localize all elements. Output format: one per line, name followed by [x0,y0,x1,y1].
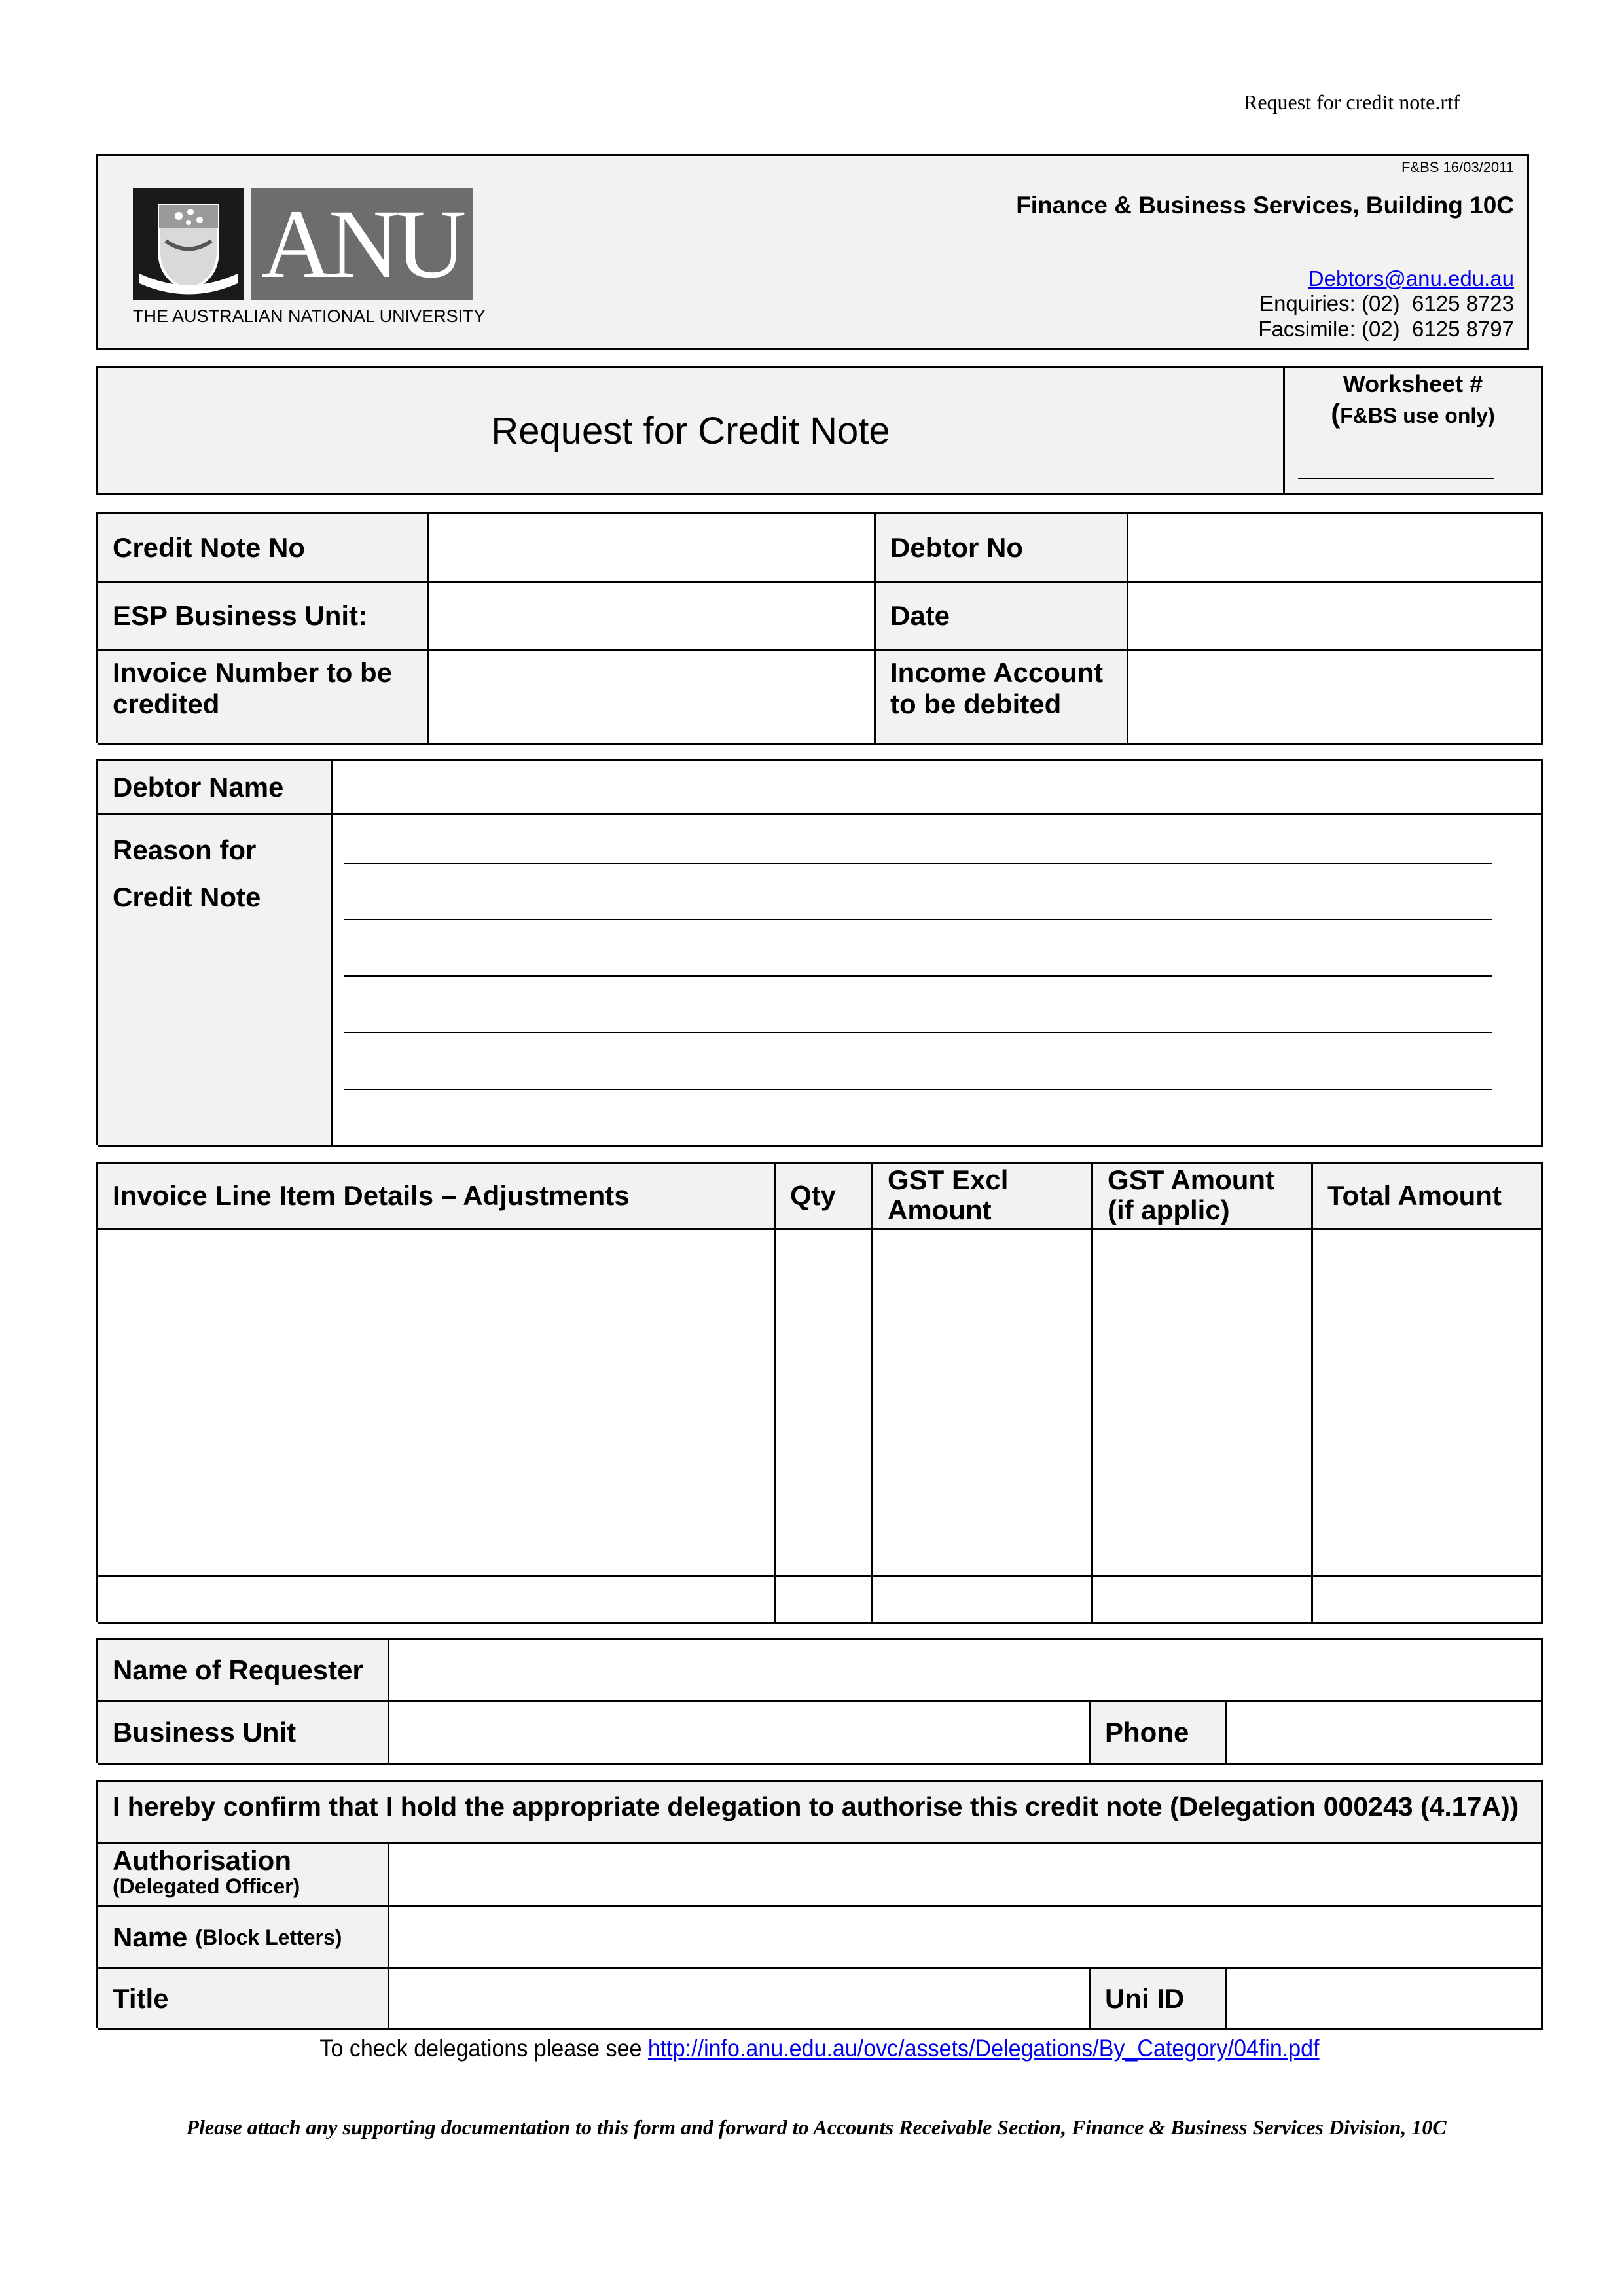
authorisation-text: Authorisation [113,1845,291,1876]
delegations-check-line [154,2035,1485,2062]
enquiries-line [1259,291,1514,316]
worksheet-paren: ( [1331,398,1341,429]
debtor-no-text: Debtor No [890,532,1023,563]
file-name: Request for credit note.rtf [1244,90,1460,114]
phone-text: Phone [1105,1717,1189,1748]
invoice-number-label [98,651,429,745]
name-field[interactable] [389,1907,1543,1969]
gst-amount-line1: GST Amount [1108,1164,1275,1195]
anu-logo [133,188,486,326]
form-title [98,368,1283,493]
debtor-name-label [98,761,333,815]
name-label [98,1907,389,1969]
department-name: Finance & Business Services, Building 10C [1016,192,1514,219]
name-of-requester-text: Name of Requester [113,1654,363,1685]
fax-value: (02) 6125 8797 [1361,317,1514,341]
col-header-qty-text: Qty [790,1180,837,1211]
phone-field[interactable] [1227,1702,1543,1765]
title-field[interactable] [389,1969,1091,2030]
invoice-number-line1: Invoice Number to be [113,657,393,688]
debtor-no-field[interactable] [1128,514,1543,583]
credit-note-no-text: Credit Note No [113,532,305,563]
delegated-officer-text: (Delegated Officer) [113,1874,300,1898]
esp-business-unit-label [98,583,429,651]
worksheet-note-text: F&BS use only) [1340,404,1495,427]
esp-business-unit-text: ESP Business Unit: [113,600,367,631]
credit-note-no-field[interactable] [429,514,876,583]
delegation-confirmation [98,1782,1543,1844]
reason-writing-line [344,1089,1492,1090]
col-header-total [1313,1164,1543,1230]
worksheet-number-field[interactable] [1298,478,1494,479]
date-text: Date [890,600,950,631]
debtor-no-label [876,514,1128,583]
col-header-gst-amount [1093,1164,1313,1230]
email-link[interactable]: Debtors@anu.edu.au [1308,266,1514,291]
form-title-text: Request for Credit Note [491,409,890,452]
anu-crest-icon [133,188,244,300]
requester-table [96,1638,1543,1763]
date-field[interactable] [1128,583,1543,651]
form-version: F&BS 16/03/2011 [1401,159,1514,175]
debtor-name-text: Debtor Name [113,771,284,802]
fax-line [1258,317,1514,342]
invoice-number-field[interactable] [429,651,876,745]
title-box [96,366,1543,495]
name-text: Name [113,1921,188,1952]
credit-note-no-label [98,514,429,583]
gst-excl-field[interactable] [873,1230,1093,1577]
income-account-line2: to be debited [890,689,1062,719]
col-header-gst-excl [873,1164,1093,1230]
delegation-confirmation-text: I hereby confirm that I hold the appropriate delegation to authorise this credit note (Delegation 000243 (4.17A)) [113,1791,1519,1821]
col-header-qty [776,1164,873,1230]
invoice-number-line2: credited [113,689,220,719]
business-unit-label [98,1702,389,1765]
name-of-requester-label [98,1640,389,1702]
reason-writing-line [344,919,1492,920]
reason-writing-line [344,863,1492,864]
gst-amount-field[interactable] [1093,1230,1313,1577]
title-text: Title [113,1982,169,2014]
date-label [876,583,1128,651]
esp-business-unit-field[interactable] [429,583,876,651]
business-unit-field[interactable] [389,1702,1091,1765]
logo-word: ANU [261,190,463,298]
grand-total-field[interactable] [1313,1577,1543,1624]
uni-id-field[interactable] [1227,1969,1543,2030]
col-header-details-text: Invoice Line Item Details – Adjustments [113,1180,630,1211]
footer-note: Please attach any supporting documentation to this form and forward to Accounts Receivable Section, Finance & Business Services Division, 10C [186,2115,1447,2139]
logo-wordmark [251,188,473,300]
details-total-field[interactable] [98,1577,776,1624]
title-label [98,1969,389,2030]
reason-line2: Credit Note [113,882,261,912]
delegations-link[interactable]: http://info.anu.edu.au/ovc/assets/Delegations/By_Category/04fin.pdf [647,2035,1320,2062]
qty-field[interactable] [776,1230,873,1577]
authorisation-label [98,1844,389,1907]
header-box [96,154,1529,350]
phone-label [1091,1702,1227,1765]
business-unit-text: Business Unit [113,1717,297,1748]
income-account-field[interactable] [1128,651,1543,745]
authorisation-table [96,1780,1543,2028]
income-account-label [876,651,1128,745]
line-items-table [96,1162,1543,1622]
income-account-line1: Income Account [890,657,1104,688]
block-letters-text: (Block Letters) [195,1925,342,1949]
col-header-details [98,1164,776,1230]
name-of-requester-field[interactable] [389,1640,1543,1702]
gst-excl-line2: Amount [888,1194,992,1225]
enquiries-value: (02) 6125 8723 [1361,291,1514,315]
reason-line1: Reason for [113,834,257,865]
col-header-total-text: Total Amount [1327,1180,1502,1211]
debtor-reason-table [96,759,1543,1145]
details-field[interactable] [98,1230,776,1577]
delegations-check-text: To check delegations please see [319,2035,648,2062]
logo-caption: THE AUSTRALIAN NATIONAL UNIVERSITY [133,306,486,326]
enquiries-label: Enquiries: [1259,291,1356,315]
reason-field[interactable] [333,815,1543,1147]
worksheet-note [1285,398,1541,429]
uni-id-text: Uni ID [1105,1982,1185,2014]
gst-excl-line1: GST Excl [888,1164,1009,1195]
gst-excl-total-field[interactable] [873,1577,1093,1624]
gst-amount-line2: (if applic) [1108,1194,1230,1225]
credit-details-table [96,512,1543,743]
debtor-name-field[interactable] [333,761,1543,815]
authorisation-signature-field[interactable] [389,1844,1543,1907]
gst-amount-total-field[interactable] [1093,1577,1313,1624]
reason-writing-line [344,1032,1492,1033]
reason-label [98,815,333,1147]
fax-label: Facsimile: [1258,317,1356,341]
qty-total-field[interactable] [776,1577,873,1624]
reason-writing-line [344,975,1492,977]
worksheet-label: Worksheet # [1343,370,1483,397]
total-amount-field[interactable] [1313,1230,1543,1577]
uni-id-label [1091,1969,1227,2030]
